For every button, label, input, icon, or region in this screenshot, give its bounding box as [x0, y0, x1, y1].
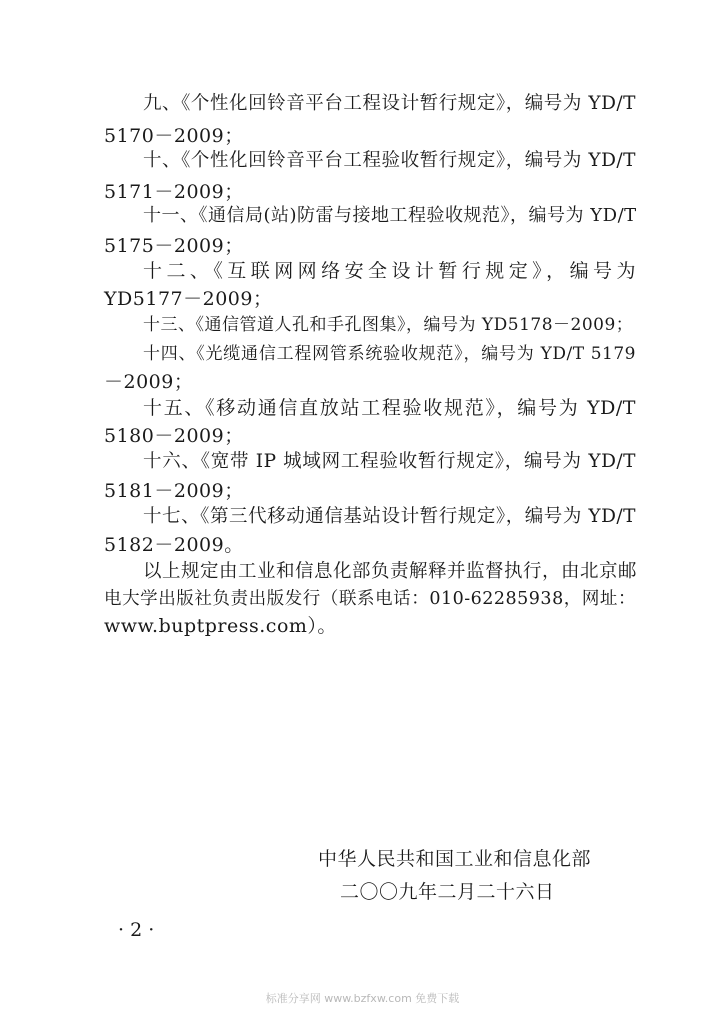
closing-paragraph-line: www.buptpress.com）。: [104, 615, 337, 637]
page-number: · 2 ·: [118, 919, 155, 941]
list-item-continuation: 5170－2009；: [104, 125, 244, 147]
list-item: 十六、《宽带 IP 城域网工程验收暂行规定》，编号为 YD/T: [143, 451, 636, 472]
list-item-continuation: －2009；: [104, 371, 194, 393]
list-item: 十二、《互联网网络安全设计暂行规定》，编号为: [143, 260, 636, 282]
list-item: 九、《个性化回铃音平台工程设计暂行规定》，编号为 YD/T: [143, 93, 636, 114]
list-item-continuation: 5181－2009；: [104, 480, 244, 502]
list-item: 十四、《光缆通信工程网管系统验收规范》，编号为 YD/T 5179: [143, 344, 636, 364]
issue-date: 二〇〇九年二月二十六日: [340, 881, 555, 903]
watermark-text: 标准分享网 www.bzfxw.com 免费下载: [265, 992, 460, 1005]
closing-paragraph-line: 电大学出版社负责出版发行（联系电话：010-62285938，网址：: [104, 589, 636, 609]
list-item-continuation: 5175－2009；: [104, 235, 244, 257]
list-item-continuation: 5180－2009；: [104, 425, 244, 447]
list-item: 十三、《通信管道人孔和手孔图集》，编号为 YD5178－2009；: [143, 315, 634, 335]
list-item-continuation: YD5177－2009；: [104, 288, 273, 310]
list-item: 十一、《通信局(站)防雷与接地工程验收规范》，编号为 YD/T: [143, 205, 637, 226]
list-item: 十、《个性化回铃音平台工程验收暂行规定》，编号为 YD/T: [143, 150, 636, 171]
list-item-continuation: 5182－2009。: [104, 534, 244, 556]
list-item-continuation: 5171－2009；: [104, 181, 244, 203]
closing-paragraph-line: 以上规定由工业和信息化部负责解释并监督执行，由北京邮: [143, 561, 638, 582]
issuer-signature: 中华人民共和国工业和信息化部: [318, 848, 592, 870]
list-item: 十七、《第三代移动通信基站设计暂行规定》，编号为 YD/T: [143, 506, 636, 527]
list-item: 十五、《移动通信直放站工程验收规范》，编号为 YD/T: [143, 397, 636, 419]
